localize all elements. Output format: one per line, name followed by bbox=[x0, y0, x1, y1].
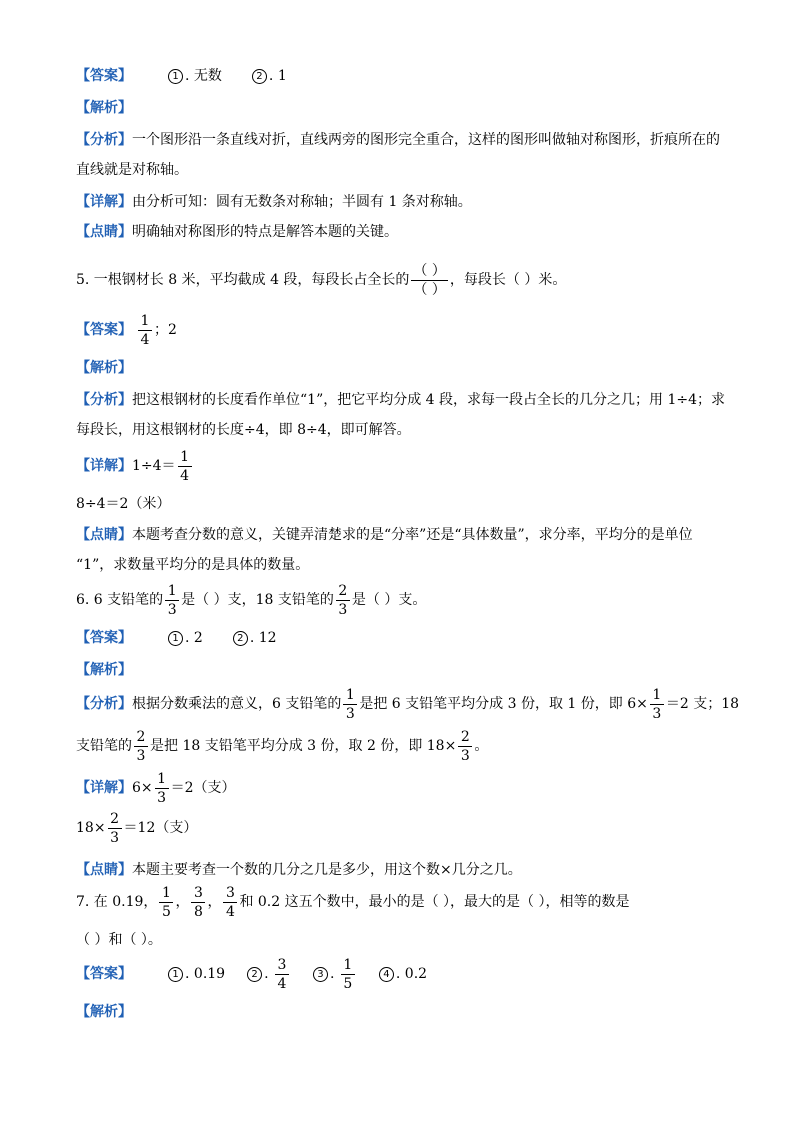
fraction: $\frac{1}{5}$ bbox=[341, 957, 355, 992]
fraction: $\frac{1}{4}$ bbox=[138, 313, 152, 348]
q6-answer-line: 【答案】 1 . 2 2 . 12 bbox=[76, 630, 277, 646]
q5-detail-line2: 8÷4＝2（米） bbox=[76, 496, 171, 512]
fraction: $\frac{1}{3}$ bbox=[165, 583, 179, 618]
q7-stem-line1: 7. 在 0.19， $\frac{1}{5}$ ， $\frac{3}{8}$ ， $\frac{3}{4}$ 和 0.2 这五个数中，最小的是（ ），最大的是（ ），相等的数是 bbox=[76, 884, 630, 920]
q5-answer-line: 【答案】 $\frac{1}{4}$ ；2 bbox=[76, 312, 177, 348]
q6-fenxi-line1: 【分析】根据分数乘法的意义，6 支铅笔的 $\frac{1}{3}$ 是把 6 支铅笔平均分成 3 份，取 1 份，即 6× $\frac{1}{3}$ ＝2 支；18 bbox=[76, 686, 740, 722]
q4-fenxi-line2: 直线就是对称轴。 bbox=[76, 162, 188, 178]
q6-stem: 6. 6 支铅笔的 $\frac{1}{3}$ 是（ ）支，18 支铅笔的 $\frac{2}{3}$ 是（ ）支。 bbox=[76, 582, 427, 618]
q7-answer-1: 0.19 bbox=[193, 966, 226, 982]
q4-answer-line: 【答案】 1 . 无数 2 . 1 bbox=[76, 68, 287, 84]
q4-fenxi-line1: 【分析】一个图形沿一条直线对折，直线两旁的图形完全重合，这样的图形叫做轴对称图形，折痕所在的 bbox=[76, 132, 720, 148]
circled-1-icon: 1 bbox=[168, 69, 183, 84]
circled-4-icon: 4 bbox=[379, 967, 394, 982]
q7-answer-line: 【答案】 1 . 0.19 2 . $\frac{3}{4}$ 3 . $\frac{1}{5}$ 4 . 0.2 bbox=[76, 956, 428, 992]
fraction: $\frac{3}{4}$ bbox=[223, 885, 237, 920]
fraction: $\frac{2}{3}$ bbox=[134, 729, 148, 764]
q4-answer-1: 无数 bbox=[193, 68, 222, 84]
fraction: $\frac{3}{4}$ bbox=[275, 957, 289, 992]
q6-detail-line1: 【详解】6× $\frac{1}{3}$ ＝2（支） bbox=[76, 770, 236, 806]
answer-tag: 【答案】 bbox=[76, 68, 132, 84]
fraction: $\frac{1}{3}$ bbox=[155, 771, 169, 806]
circled-1-icon: 1 bbox=[168, 967, 183, 982]
q7-stem-line2: （ ）和（ ）。 bbox=[76, 932, 162, 948]
q5-fenxi-line2: 每段长，用这根钢材的长度÷4，即 8÷4，即可解答。 bbox=[76, 422, 411, 438]
q5-analysis-heading: 【解析】 bbox=[76, 360, 132, 376]
q7-analysis-heading: 【解析】 bbox=[76, 1004, 132, 1020]
circled-3-icon: 3 bbox=[313, 967, 328, 982]
q5-stem: 5. 一根钢材长 8 米，平均截成 4 段，每段长占全长的 $\frac{( )}{( )}$ ，每段长（ ）米。 bbox=[76, 262, 567, 298]
fraction: $\frac{1}{4}$ bbox=[178, 449, 192, 484]
q6-detail-line2: 18× $\frac{2}{3}$ ＝12（支） bbox=[76, 810, 198, 846]
fraction: $\frac{1}{3}$ bbox=[650, 687, 664, 722]
fraction: $\frac{2}{3}$ bbox=[108, 811, 122, 846]
circled-1-icon: 1 bbox=[168, 631, 183, 646]
fraction: $\frac{1}{5}$ bbox=[159, 885, 173, 920]
q6-answer-2: 12 bbox=[258, 630, 277, 646]
q4-detail: 【详解】由分析可知：圆有无数条对称轴；半圆有 1 条对称轴。 bbox=[76, 194, 472, 210]
q6-answer-1: 2 bbox=[193, 630, 203, 646]
q4-analysis-heading: 【解析】 bbox=[76, 100, 132, 116]
circled-2-icon: 2 bbox=[233, 631, 248, 646]
q6-analysis-heading: 【解析】 bbox=[76, 662, 132, 678]
blank-fraction: $\frac{( )}{( )}$ bbox=[413, 262, 446, 298]
q5-point-line2: “1”，求数量平均分的是具体的数量。 bbox=[76, 557, 310, 573]
fraction: $\frac{2}{3}$ bbox=[336, 583, 350, 618]
q6-fenxi-line2: 支铅笔的 $\frac{2}{3}$ 是把 18 支铅笔平均分成 3 份，取 2 份，即 18× $\frac{2}{3}$ 。 bbox=[76, 728, 489, 764]
q5-point-line1: 【点睛】本题考查分数的意义，关键弄清楚求的是“分率”还是“具体数量”，求分率，平均分的是单位 bbox=[76, 527, 693, 543]
q7-answer-4: 0.2 bbox=[404, 966, 428, 982]
fraction: $\frac{1}{3}$ bbox=[343, 687, 357, 722]
q5-fenxi-line1: 【分析】把这根钢材的长度看作单位“1”，把它平均分成 4 段，求每一段占全长的几分之几；用 1÷4；求 bbox=[76, 392, 726, 408]
fraction: $\frac{3}{8}$ bbox=[191, 885, 205, 920]
circled-2-icon: 2 bbox=[247, 967, 262, 982]
fraction: $\frac{2}{3}$ bbox=[458, 729, 472, 764]
q6-point: 【点睛】本题主要考查一个数的几分之几是多少，用这个数×几分之几。 bbox=[76, 862, 522, 878]
q4-answer-2: 1 bbox=[277, 68, 287, 84]
q4-point: 【点睛】明确轴对称图形的特点是解答本题的关键。 bbox=[76, 224, 398, 240]
q5-detail-line1: 【详解】1÷4＝ $\frac{1}{4}$ bbox=[76, 448, 194, 484]
circled-2-icon: 2 bbox=[252, 69, 267, 84]
